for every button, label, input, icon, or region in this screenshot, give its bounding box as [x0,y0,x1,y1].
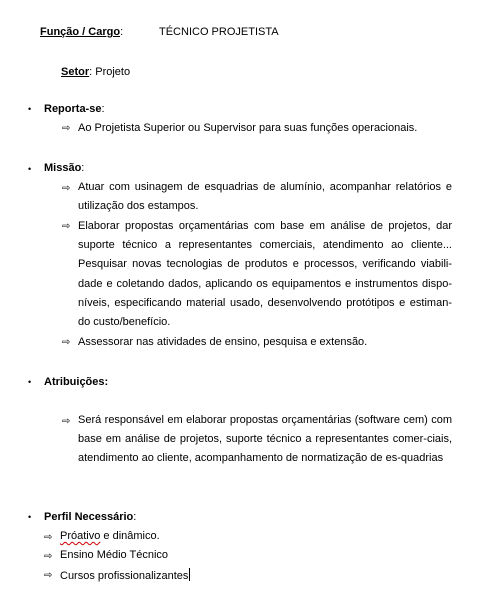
funcao-line [40,26,123,38]
arrow-right-icon: ⇨ [44,532,53,543]
reporta-item: Ao Projetista Superior ou Supervisor para suas funções operacionais. [78,122,418,134]
atribuicoes-label: Atribuições [44,376,105,388]
atribuicoes-item: Será responsável em elaborar propostas orçamentárias (software cem) com base em análise de projetos, suporte técnico a representantes comer-ciais, atendimento ao cliente, acompanhamento de normatização de es-quadrias [78,414,452,465]
arrow-right-icon: ⇨ [62,337,71,348]
bullet-icon: • [28,104,32,114]
reporta-separator: : [101,103,105,115]
bullet-icon: • [28,164,32,174]
missao-item-3: Assessorar nas atividades de ensino, pesquisa e extensão. [78,336,368,348]
perfil-item-3-text: Cursos profissionalizantes [60,570,189,582]
perfil-item-1 [60,530,160,542]
setor-label: Setor [61,66,90,78]
reporta-heading [44,103,105,115]
missao-separator: : [81,162,85,174]
arrow-right-icon: ⇨ [62,183,71,194]
atribuicoes-heading [44,376,108,388]
funcao-separator: : [120,26,124,38]
arrow-right-icon: ⇨ [44,551,53,562]
bullet-icon: • [28,377,32,387]
perfil-label: Perfil Necessário [44,511,134,523]
perfil-item-2: Ensino Médio Técnico [60,549,169,561]
missao-item-1: Atuar com usinagem de esquadrias de alumínio, acompanhar relatórios e utilização dos estampos. [78,181,452,213]
text-cursor [189,568,190,581]
perfil-heading [44,511,136,523]
arrow-right-icon: ⇨ [62,123,71,134]
perfil-item-1-text: e dinâmico. [100,530,160,542]
arrow-right-icon: ⇨ [62,221,71,232]
reporta-label: Reporta-se [44,103,102,115]
bullet-icon: • [28,512,32,522]
funcao-value: TÉCNICO PROJETISTA [159,26,279,38]
missao-item-2: Elaborar propostas orçamentárias com base em análise de projetos, dar suporte técnico a representantes comerciais, atendimento ao cliente... Pesquisar novas tecnologias de produtos e processos, verificando viabili-dade e coletando dados, aplicando os equipamentos e instrumentos dispo-níveis, especificando material usado, desenvolvendo protótipos e estiman-do custo/benefício. [78,220,452,329]
perfil-item-3[interactable] [60,568,190,582]
arrow-right-icon: ⇨ [44,570,53,581]
funcao-label: Função / Cargo [40,26,121,38]
setor-line [61,66,130,78]
spellcheck-word[interactable]: Próativo [60,530,101,542]
missao-heading [44,162,84,174]
missao-label: Missão [44,162,82,174]
perfil-separator: : [133,511,137,523]
setor-value: Projeto [92,66,131,78]
setor-separator: : [89,66,93,78]
arrow-right-icon: ⇨ [62,416,71,427]
atribuicoes-separator: : [104,376,109,388]
